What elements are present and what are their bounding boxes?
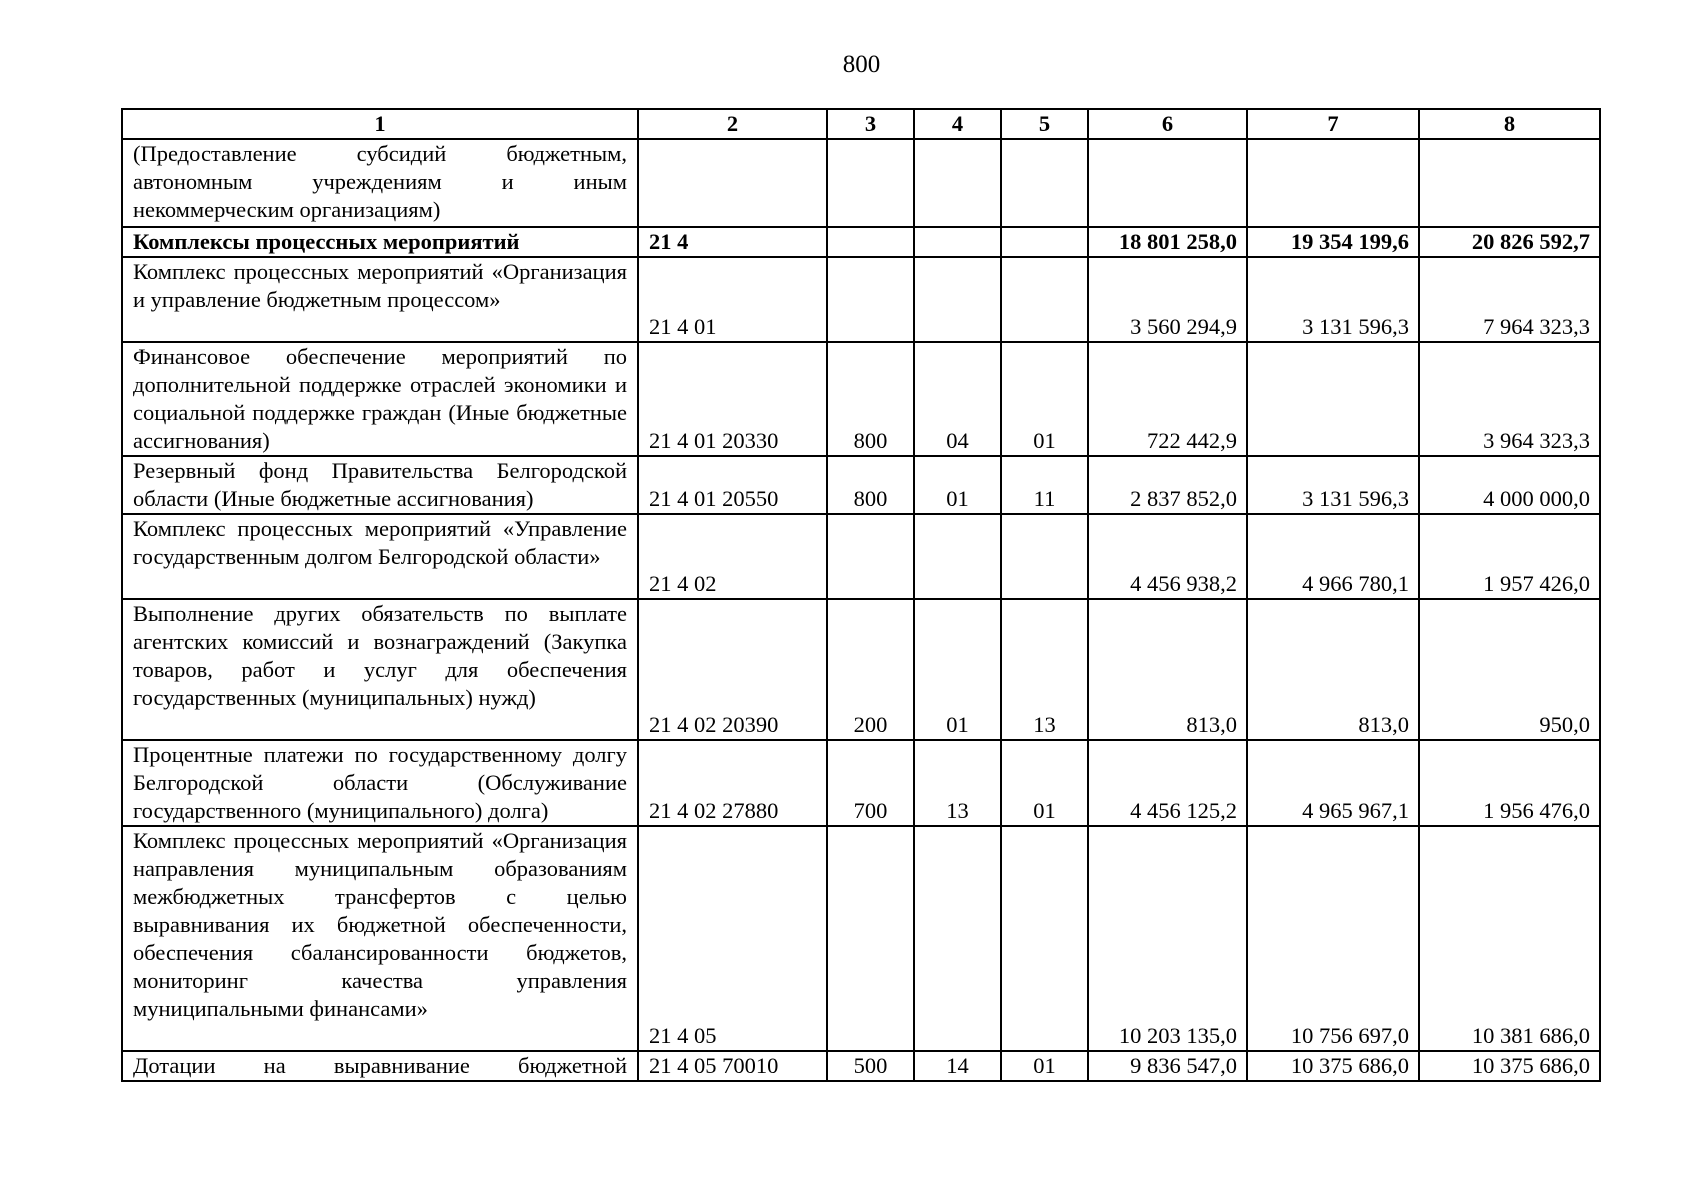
row-col8: [1419, 139, 1600, 227]
table-row: [122, 139, 1600, 227]
row-code: 21 4 05 70010: [638, 1051, 827, 1081]
row-description: Комплексы процессных мероприятий: [122, 227, 638, 257]
row-description: Комплекс процессных мероприятий «Управление государственным долгом Белгородской области»: [122, 514, 638, 599]
row-col6: 3 560 294,9: [1088, 257, 1247, 342]
row-col7: 19 354 199,6: [1247, 227, 1419, 257]
table-row: [122, 514, 1600, 599]
row-code: 21 4 05: [638, 826, 827, 1051]
column-header: 7: [1247, 109, 1419, 139]
row-col6: 4 456 125,2: [1088, 740, 1247, 826]
row-col3: [827, 257, 914, 342]
row-description: Процентные платежи по государственному долгу Белгородской области (Обслуживание государственного (муниципального) долга): [122, 740, 638, 826]
row-col3: [827, 826, 914, 1051]
row-col4: 13: [914, 740, 1001, 826]
column-header: 3: [827, 109, 914, 139]
row-col6: 18 801 258,0: [1088, 227, 1247, 257]
table-row: [122, 740, 1600, 826]
row-col7: 3 131 596,3: [1247, 456, 1419, 514]
row-col4: 04: [914, 342, 1001, 456]
table-row: [122, 227, 1600, 257]
column-header: 1: [122, 109, 638, 139]
column-header: 8: [1419, 109, 1600, 139]
row-description: Выполнение других обязательств по выплате агентских комиссий и вознаграждений (Закупка товаров, работ и услуг для обеспечения государственных (муниципальных) нужд): [122, 599, 638, 740]
table-row: [122, 826, 1600, 1051]
row-col8: 950,0: [1419, 599, 1600, 740]
row-col7: [1247, 342, 1419, 456]
row-col4: 01: [914, 456, 1001, 514]
row-code: 21 4 02 27880: [638, 740, 827, 826]
row-code: [638, 139, 827, 227]
row-col7: 10 375 686,0: [1247, 1051, 1419, 1081]
row-col5: [1001, 826, 1088, 1051]
row-col4: [914, 227, 1001, 257]
row-code: 21 4 01: [638, 257, 827, 342]
column-header: 5: [1001, 109, 1088, 139]
row-description: Резервный фонд Правительства Белгородской области (Иные бюджетные ассигнования): [122, 456, 638, 514]
row-col7: 813,0: [1247, 599, 1419, 740]
row-col8: 10 375 686,0: [1419, 1051, 1600, 1081]
row-col7: 10 756 697,0: [1247, 826, 1419, 1051]
row-col6: 9 836 547,0: [1088, 1051, 1247, 1081]
row-col3: [827, 139, 914, 227]
row-col8: 1 956 476,0: [1419, 740, 1600, 826]
row-col7: 3 131 596,3: [1247, 257, 1419, 342]
table-row: [122, 456, 1600, 514]
column-header: 2: [638, 109, 827, 139]
table-row: [122, 257, 1600, 342]
page-number: 800: [842, 51, 881, 78]
row-col5: 13: [1001, 599, 1088, 740]
row-col3: 500: [827, 1051, 914, 1081]
row-col8: 1 957 426,0: [1419, 514, 1600, 599]
row-col3: 700: [827, 740, 914, 826]
row-col6: 4 456 938,2: [1088, 514, 1247, 599]
row-col4: [914, 826, 1001, 1051]
row-col3: 800: [827, 456, 914, 514]
table-row: [122, 342, 1600, 456]
row-col5: 01: [1001, 1051, 1088, 1081]
table-row: [122, 599, 1600, 740]
row-col5: [1001, 139, 1088, 227]
row-col5: 01: [1001, 342, 1088, 456]
row-code: 21 4 02 20390: [638, 599, 827, 740]
row-code: 21 4 01 20550: [638, 456, 827, 514]
row-code: 21 4: [638, 227, 827, 257]
row-col4: 01: [914, 599, 1001, 740]
column-header: 6: [1088, 109, 1247, 139]
row-col7: 4 965 967,1: [1247, 740, 1419, 826]
row-col4: [914, 139, 1001, 227]
row-col8: 20 826 592,7: [1419, 227, 1600, 257]
budget-table: [121, 108, 1601, 1082]
row-col3: 800: [827, 342, 914, 456]
row-description: Дотации на выравнивание бюджетной: [122, 1051, 638, 1081]
row-col5: [1001, 227, 1088, 257]
row-code: 21 4 01 20330: [638, 342, 827, 456]
row-col5: [1001, 257, 1088, 342]
row-col4: [914, 257, 1001, 342]
row-col4: [914, 514, 1001, 599]
row-code: 21 4 02: [638, 514, 827, 599]
row-col8: 3 964 323,3: [1419, 342, 1600, 456]
row-description: Финансовое обеспечение мероприятий по дополнительной поддержке отраслей экономики и социальной поддержке граждан (Иные бюджетные ассигнования): [122, 342, 638, 456]
row-col5: 01: [1001, 740, 1088, 826]
row-description: Комплекс процессных мероприятий «Организация направления муниципальным образованиям межбюджетных трансфертов с целью выравнивания их бюджетной обеспеченности, обеспечения сбалансированности бюджетов, мониторинг качества управления муниципальными финансами»: [122, 826, 638, 1051]
row-col8: 7 964 323,3: [1419, 257, 1600, 342]
row-col5: 11: [1001, 456, 1088, 514]
row-col8: 4 000 000,0: [1419, 456, 1600, 514]
row-col3: 200: [827, 599, 914, 740]
table-row: [122, 1051, 1600, 1081]
row-col6: 10 203 135,0: [1088, 826, 1247, 1051]
row-col8: 10 381 686,0: [1419, 826, 1600, 1051]
row-description: Комплекс процессных мероприятий «Организация и управление бюджетным процессом»: [122, 257, 638, 342]
row-col6: [1088, 139, 1247, 227]
row-col3: [827, 227, 914, 257]
row-col6: 813,0: [1088, 599, 1247, 740]
column-header: 4: [914, 109, 1001, 139]
table-header-row: [122, 109, 1600, 139]
row-col5: [1001, 514, 1088, 599]
row-col7: [1247, 139, 1419, 227]
row-description: (Предоставление субсидий бюджетным, автономным учреждениям и иным некоммерческим организациям): [122, 139, 638, 227]
row-col6: 2 837 852,0: [1088, 456, 1247, 514]
row-col7: 4 966 780,1: [1247, 514, 1419, 599]
row-col3: [827, 514, 914, 599]
row-col4: 14: [914, 1051, 1001, 1081]
row-col6: 722 442,9: [1088, 342, 1247, 456]
